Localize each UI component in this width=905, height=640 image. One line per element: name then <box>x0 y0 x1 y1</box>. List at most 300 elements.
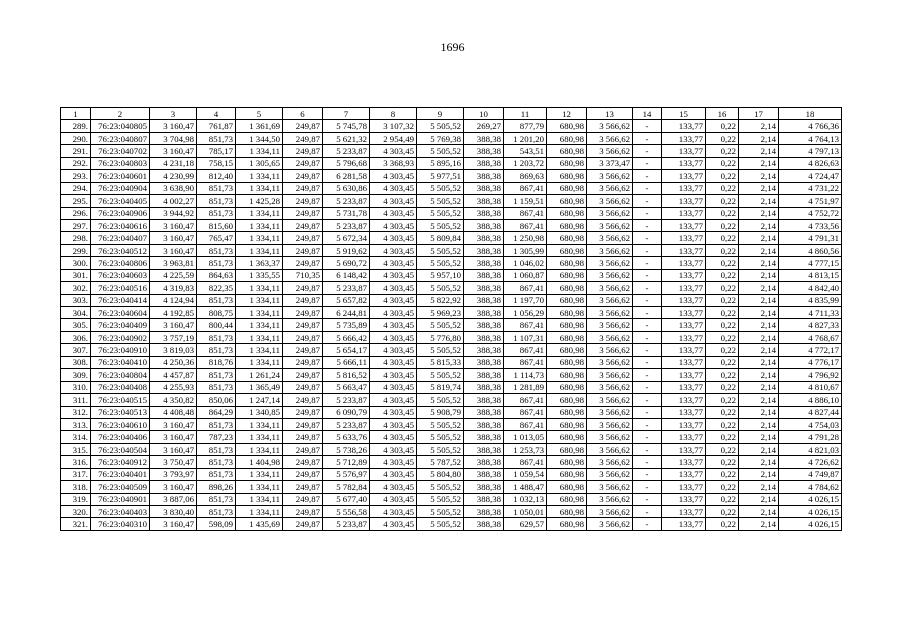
table-cell: 3 704,98 <box>150 132 197 144</box>
table-cell: 4 026,15 <box>779 518 842 530</box>
table-cell: 3 566,62 <box>587 195 633 207</box>
table-cell: 4 764,13 <box>779 132 842 144</box>
table-cell: 249,87 <box>283 319 323 331</box>
table-cell: 1 201,20 <box>504 132 547 144</box>
table-cell: 5 505,52 <box>417 257 464 269</box>
table-cell: 680,98 <box>547 344 587 356</box>
table-row <box>61 331 842 343</box>
table-cell: 680,98 <box>547 406 587 418</box>
table-cell: 680,98 <box>547 195 587 207</box>
table-cell: 1 488,47 <box>504 481 547 493</box>
table-cell: 5 505,52 <box>417 282 464 294</box>
table-cell: 4 827,33 <box>779 319 842 331</box>
table-cell: 133,77 <box>662 481 706 493</box>
table-cell: 249,87 <box>283 456 323 468</box>
table-cell: 5 735,89 <box>323 319 370 331</box>
table-cell: 1 344,50 <box>236 132 283 144</box>
table-cell: 4 303,45 <box>370 456 417 468</box>
table-cell: 5 816,52 <box>323 369 370 381</box>
table-cell: 1 334,11 <box>236 319 283 331</box>
table-row <box>61 244 842 256</box>
table-cell: 249,87 <box>283 406 323 418</box>
table-cell: - <box>633 170 662 182</box>
table-cell: 4 303,45 <box>370 344 417 356</box>
table-cell: 269,27 <box>464 120 504 132</box>
table-cell: 1 107,31 <box>504 331 547 343</box>
column-header: 1 <box>61 108 91 120</box>
table-cell: 4 768,67 <box>779 331 842 343</box>
table-cell: 543,51 <box>504 145 547 157</box>
table-cell: 0,22 <box>706 120 739 132</box>
table-cell: 4 303,45 <box>370 381 417 393</box>
table-cell: 249,87 <box>283 132 323 144</box>
table-cell: 388,38 <box>464 356 504 368</box>
table-cell: 314. <box>61 431 91 443</box>
table-cell: 292. <box>61 157 91 169</box>
table-cell: 3 566,62 <box>587 506 633 518</box>
table-row <box>61 381 842 393</box>
table-cell: 680,98 <box>547 506 587 518</box>
table-cell: 680,98 <box>547 381 587 393</box>
table-cell: 2,14 <box>739 506 779 518</box>
table-row <box>61 319 842 331</box>
column-header: 5 <box>236 108 283 120</box>
table-cell: 1 334,11 <box>236 219 283 231</box>
table-cell: 4 726,62 <box>779 456 842 468</box>
table-row <box>61 120 842 132</box>
table-cell: 133,77 <box>662 282 706 294</box>
table-cell: 133,77 <box>662 170 706 182</box>
table-cell: 388,38 <box>464 132 504 144</box>
table-cell: 76:23:040513 <box>91 406 150 418</box>
table-cell: 5 657,82 <box>323 294 370 306</box>
table-cell: - <box>633 481 662 493</box>
table-row <box>61 170 842 182</box>
table-cell: 867,41 <box>504 344 547 356</box>
table-cell: 5 505,52 <box>417 319 464 331</box>
table-cell: 5 630,86 <box>323 182 370 194</box>
table-row <box>61 269 842 281</box>
table-cell: - <box>633 145 662 157</box>
table-cell: - <box>633 468 662 480</box>
table-cell: 5 776,80 <box>417 331 464 343</box>
table-cell: 76:23:040906 <box>91 207 150 219</box>
table-cell: 1 203,72 <box>504 157 547 169</box>
table-cell: - <box>633 344 662 356</box>
table-cell: 388,38 <box>464 418 504 430</box>
table-cell: 319. <box>61 493 91 505</box>
table-cell: 4 784,62 <box>779 481 842 493</box>
table-cell: 5 505,52 <box>417 219 464 231</box>
table-cell: 249,87 <box>283 356 323 368</box>
table-cell: 76:23:040601 <box>91 170 150 182</box>
table-cell: 1 335,55 <box>236 269 283 281</box>
table-cell: 5 505,52 <box>417 207 464 219</box>
table-cell: 2,14 <box>739 431 779 443</box>
table-cell: 5 505,52 <box>417 443 464 455</box>
table-row <box>61 518 842 530</box>
table-cell: 3 566,62 <box>587 431 633 443</box>
table-cell: 0,22 <box>706 219 739 231</box>
table-cell: 133,77 <box>662 443 706 455</box>
table-cell: 4 255,93 <box>150 381 197 393</box>
table-cell: 3 566,62 <box>587 356 633 368</box>
table-cell: 3 757,19 <box>150 331 197 343</box>
table-cell: 1 334,11 <box>236 182 283 194</box>
table-cell: 4 225,59 <box>150 269 197 281</box>
table-cell: - <box>633 269 662 281</box>
table-cell: 869,63 <box>504 170 547 182</box>
table-row <box>61 506 842 518</box>
table-cell: 312. <box>61 406 91 418</box>
table-cell: 388,38 <box>464 232 504 244</box>
table-cell: 6 148,42 <box>323 269 370 281</box>
table-cell: 4 303,45 <box>370 244 417 256</box>
table-cell: 311. <box>61 394 91 406</box>
table-cell: 4 860,56 <box>779 244 842 256</box>
table-cell: 2,14 <box>739 269 779 281</box>
table-cell: 2,14 <box>739 381 779 393</box>
table-cell: 2,14 <box>739 493 779 505</box>
column-header: 8 <box>370 108 417 120</box>
table-cell: 680,98 <box>547 269 587 281</box>
table-cell: 5 819,74 <box>417 381 464 393</box>
table-cell: 851,73 <box>197 182 236 194</box>
table-cell: 388,38 <box>464 319 504 331</box>
table-cell: 249,87 <box>283 294 323 306</box>
table-cell: 3 566,62 <box>587 369 633 381</box>
table-cell: 249,87 <box>283 344 323 356</box>
table-row <box>61 182 842 194</box>
table-cell: 4 835,99 <box>779 294 842 306</box>
table-cell: 3 963,81 <box>150 257 197 269</box>
table-cell: 598,09 <box>197 518 236 530</box>
table-cell: 4 724,47 <box>779 170 842 182</box>
table-cell: 4 002,27 <box>150 195 197 207</box>
table-cell: 0,22 <box>706 145 739 157</box>
table-cell: - <box>633 456 662 468</box>
table-cell: 0,22 <box>706 381 739 393</box>
table-cell: 2,14 <box>739 468 779 480</box>
table-cell: 133,77 <box>662 207 706 219</box>
table-cell: 765,47 <box>197 232 236 244</box>
table-cell: 4 303,45 <box>370 394 417 406</box>
table-cell: 133,77 <box>662 120 706 132</box>
table-cell: 5 505,52 <box>417 369 464 381</box>
table-cell: 76:23:040702 <box>91 145 150 157</box>
table-cell: 3 160,47 <box>150 120 197 132</box>
table-cell: 133,77 <box>662 431 706 443</box>
table-cell: 249,87 <box>283 418 323 430</box>
table-cell: 249,87 <box>283 518 323 530</box>
table-cell: 864,29 <box>197 406 236 418</box>
table-body <box>61 120 842 530</box>
page-number: 1696 <box>440 40 465 54</box>
table-cell: 1 340,85 <box>236 406 283 418</box>
table-cell: 0,22 <box>706 506 739 518</box>
table-cell: 4 250,36 <box>150 356 197 368</box>
table-cell: 76:23:040406 <box>91 431 150 443</box>
table-cell: 133,77 <box>662 157 706 169</box>
table-cell: 1 334,11 <box>236 244 283 256</box>
table-row <box>61 356 842 368</box>
table-cell: 249,87 <box>283 182 323 194</box>
table-cell: 680,98 <box>547 356 587 368</box>
table-cell: 76:23:040409 <box>91 319 150 331</box>
table-cell: 5 233,87 <box>323 418 370 430</box>
table-cell: 3 566,62 <box>587 406 633 418</box>
table-cell: 680,98 <box>547 282 587 294</box>
table-cell: 76:23:040310 <box>91 518 150 530</box>
table-cell: 3 368,93 <box>370 157 417 169</box>
table-cell: 4 886,10 <box>779 394 842 406</box>
table-cell: 133,77 <box>662 182 706 194</box>
table-cell: 5 505,52 <box>417 120 464 132</box>
table-cell: 4 796,92 <box>779 369 842 381</box>
table-cell: 680,98 <box>547 394 587 406</box>
table-cell: 4 777,15 <box>779 257 842 269</box>
table-cell: 851,73 <box>197 443 236 455</box>
table-cell: 0,22 <box>706 394 739 406</box>
table-cell: 76:23:040807 <box>91 132 150 144</box>
table-cell: 3 566,62 <box>587 456 633 468</box>
table-cell: 305. <box>61 319 91 331</box>
table-cell: 5 621,32 <box>323 132 370 144</box>
table-cell: 3 566,62 <box>587 145 633 157</box>
table-cell: 3 160,47 <box>150 418 197 430</box>
table-cell: 76:23:040610 <box>91 418 150 430</box>
table-cell: 1 247,14 <box>236 394 283 406</box>
table-cell: 5 505,52 <box>417 344 464 356</box>
table-cell: - <box>633 207 662 219</box>
table-cell: 1 334,11 <box>236 468 283 480</box>
table-cell: 4 791,28 <box>779 431 842 443</box>
table-row <box>61 132 842 144</box>
table-cell: 6 090,79 <box>323 406 370 418</box>
table-cell: 3 566,62 <box>587 182 633 194</box>
table-cell: 133,77 <box>662 518 706 530</box>
table-cell: 1 250,98 <box>504 232 547 244</box>
table-cell: 2,14 <box>739 120 779 132</box>
table-cell: 3 566,62 <box>587 331 633 343</box>
table-cell: 4 303,45 <box>370 481 417 493</box>
table-cell: 5 666,42 <box>323 331 370 343</box>
table-cell: 3 566,62 <box>587 257 633 269</box>
table-cell: 4 751,97 <box>779 195 842 207</box>
table-cell: 5 712,89 <box>323 456 370 468</box>
table-cell: 249,87 <box>283 369 323 381</box>
table-cell: 1 334,11 <box>236 431 283 443</box>
table-cell: 4 303,45 <box>370 468 417 480</box>
table-cell: 2,14 <box>739 331 779 343</box>
table-cell: 133,77 <box>662 307 706 319</box>
table-cell: 1 334,11 <box>236 294 283 306</box>
table-cell: 867,41 <box>504 356 547 368</box>
table-cell: 2,14 <box>739 195 779 207</box>
table-cell: 3 566,62 <box>587 219 633 231</box>
table-cell: 4 731,22 <box>779 182 842 194</box>
table-cell: 249,87 <box>283 244 323 256</box>
table-cell: 5 908,79 <box>417 406 464 418</box>
table-cell: 5 505,52 <box>417 518 464 530</box>
table-cell: 76:23:040515 <box>91 394 150 406</box>
table-cell: 3 566,62 <box>587 344 633 356</box>
column-header: 17 <box>739 108 779 120</box>
table-cell: 3 566,62 <box>587 493 633 505</box>
table-cell: 867,41 <box>504 282 547 294</box>
column-header: 15 <box>662 108 706 120</box>
table-cell: 4 303,45 <box>370 506 417 518</box>
table-cell: 1 425,28 <box>236 195 283 207</box>
table-cell: 4 303,45 <box>370 219 417 231</box>
table-cell: 76:23:040803 <box>91 157 150 169</box>
table-cell: 4 303,45 <box>370 170 417 182</box>
table-cell: 680,98 <box>547 443 587 455</box>
table-cell: 4 776,17 <box>779 356 842 368</box>
table-cell: 3 160,47 <box>150 232 197 244</box>
table-cell: 680,98 <box>547 170 587 182</box>
table-cell: 249,87 <box>283 493 323 505</box>
table-cell: 1 363,37 <box>236 257 283 269</box>
table-cell: 133,77 <box>662 394 706 406</box>
table-cell: 629,57 <box>504 518 547 530</box>
table-cell: 851,73 <box>197 132 236 144</box>
table-cell: - <box>633 394 662 406</box>
table-cell: 5 672,34 <box>323 232 370 244</box>
table-cell: 4 303,45 <box>370 232 417 244</box>
table-cell: 1 334,11 <box>236 232 283 244</box>
table-cell: 76:23:040403 <box>91 506 150 518</box>
table-cell: 680,98 <box>547 331 587 343</box>
table-cell: 249,87 <box>283 307 323 319</box>
table-cell: 76:23:040910 <box>91 344 150 356</box>
table-cell: 1 334,11 <box>236 282 283 294</box>
table-cell: 2,14 <box>739 219 779 231</box>
table-cell: 3 566,62 <box>587 294 633 306</box>
column-header: 12 <box>547 108 587 120</box>
table-cell: 5 809,84 <box>417 232 464 244</box>
table-cell: 2,14 <box>739 356 779 368</box>
table-cell: 0,22 <box>706 182 739 194</box>
table-cell: 76:23:040806 <box>91 257 150 269</box>
table-cell: 5 505,52 <box>417 394 464 406</box>
column-header: 3 <box>150 108 197 120</box>
table-cell: - <box>633 331 662 343</box>
table-cell: 3 107,32 <box>370 120 417 132</box>
table-cell: 851,73 <box>197 468 236 480</box>
table-cell: 316. <box>61 456 91 468</box>
table-cell: 680,98 <box>547 518 587 530</box>
table-cell: 851,73 <box>197 506 236 518</box>
table-cell: 249,87 <box>283 506 323 518</box>
table-cell: 5 787,52 <box>417 456 464 468</box>
table-cell: 388,38 <box>464 294 504 306</box>
table-row <box>61 431 842 443</box>
table-cell: 296. <box>61 207 91 219</box>
table-cell: 815,60 <box>197 219 236 231</box>
table-cell: 249,87 <box>283 282 323 294</box>
table-cell: 133,77 <box>662 195 706 207</box>
table-cell: 295. <box>61 195 91 207</box>
table-cell: 133,77 <box>662 232 706 244</box>
table-cell: 76:23:040604 <box>91 307 150 319</box>
data-table <box>60 107 842 531</box>
table-row <box>61 294 842 306</box>
table-cell: 1 114,73 <box>504 369 547 381</box>
table-cell: 4 303,45 <box>370 145 417 157</box>
table-cell: 3 160,47 <box>150 219 197 231</box>
table-cell: 3 793,97 <box>150 468 197 480</box>
table-cell: 249,87 <box>283 120 323 132</box>
table-cell: 2,14 <box>739 481 779 493</box>
table-row <box>61 232 842 244</box>
table-cell: 249,87 <box>283 157 323 169</box>
table-cell: 4 303,45 <box>370 431 417 443</box>
table-cell: 680,98 <box>547 232 587 244</box>
table-cell: 4 303,45 <box>370 307 417 319</box>
table-cell: 297. <box>61 219 91 231</box>
table-row <box>61 468 842 480</box>
table-cell: 133,77 <box>662 468 706 480</box>
table-cell: 4 827,44 <box>779 406 842 418</box>
table-cell: 249,87 <box>283 394 323 406</box>
table-cell: 388,38 <box>464 394 504 406</box>
table-cell: 388,38 <box>464 269 504 281</box>
table-cell: 388,38 <box>464 443 504 455</box>
table-cell: 388,38 <box>464 207 504 219</box>
table-cell: 76:23:040509 <box>91 481 150 493</box>
table-cell: 1 305,99 <box>504 244 547 256</box>
table-row <box>61 257 842 269</box>
table-cell: 851,73 <box>197 381 236 393</box>
table-cell: 680,98 <box>547 369 587 381</box>
table-cell: 0,22 <box>706 232 739 244</box>
table-cell: 0,22 <box>706 356 739 368</box>
table-cell: 4 303,45 <box>370 319 417 331</box>
table-cell: 5 969,23 <box>417 307 464 319</box>
table-cell: 2,14 <box>739 443 779 455</box>
table-cell: 5 666,11 <box>323 356 370 368</box>
table-cell: 787,23 <box>197 431 236 443</box>
table-cell: 3 566,62 <box>587 394 633 406</box>
table-cell: - <box>633 381 662 393</box>
table-cell: 3 566,62 <box>587 170 633 182</box>
table-cell: 680,98 <box>547 456 587 468</box>
table-cell: 76:23:040901 <box>91 493 150 505</box>
table-cell: 5 745,78 <box>323 120 370 132</box>
table-cell: 0,22 <box>706 170 739 182</box>
table-cell: 867,41 <box>504 182 547 194</box>
table-cell: 3 160,47 <box>150 145 197 157</box>
table-cell: 2,14 <box>739 232 779 244</box>
table-cell: 785,17 <box>197 145 236 157</box>
table-cell: 293. <box>61 170 91 182</box>
table-cell: 76:23:040407 <box>91 232 150 244</box>
table-cell: 76:23:040410 <box>91 356 150 368</box>
table-cell: 133,77 <box>662 145 706 157</box>
table-cell: 133,77 <box>662 319 706 331</box>
table-cell: 1 361,69 <box>236 120 283 132</box>
table-cell: 298. <box>61 232 91 244</box>
table-cell: 867,41 <box>504 207 547 219</box>
table-cell: 249,87 <box>283 232 323 244</box>
table-cell: 3 160,47 <box>150 518 197 530</box>
table-cell: - <box>633 257 662 269</box>
table-cell: 133,77 <box>662 219 706 231</box>
table-cell: 388,38 <box>464 481 504 493</box>
table-cell: 3 566,62 <box>587 443 633 455</box>
table-cell: 76:23:040805 <box>91 120 150 132</box>
